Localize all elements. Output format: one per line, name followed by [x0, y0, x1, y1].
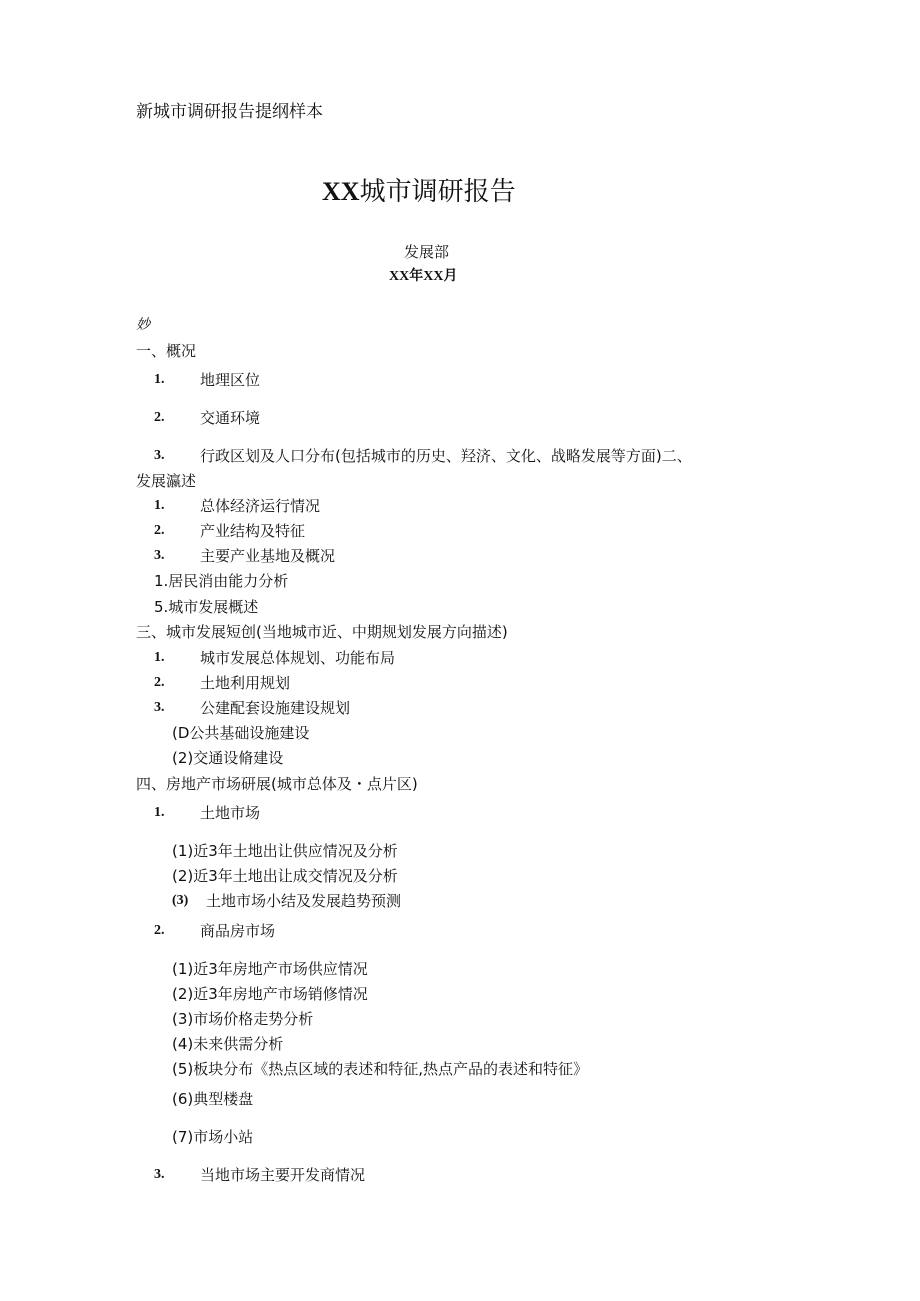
s1-item-2-text: 交通环境: [200, 409, 261, 427]
housing-sub-7: (7)市场小站: [172, 1128, 254, 1146]
housing-sub-4: (4)未来供需分析: [172, 1035, 284, 1053]
s4-item-1-number: 1.: [154, 805, 165, 820]
s4-item-3-number: 3.: [154, 1167, 165, 1182]
s3-item-1-number: 1.: [154, 650, 165, 665]
s2-item-3-number: 3.: [154, 548, 165, 563]
title-rest: 城市调研报告: [359, 177, 516, 207]
s4-item-1-text: 土地市场: [200, 804, 261, 822]
document-header: 新城市调研报告提纲样本: [136, 102, 323, 122]
title-prefix: XX: [322, 177, 360, 206]
housing-sub-3: (3)市场价格走势分析: [172, 1010, 314, 1028]
s2-item-2-text: 产业结构及特征: [200, 522, 306, 540]
s1-item-3-text: 行政区划及人口分布(包括城市的历史、羟济、文化、战略发展等方面)二、: [200, 447, 692, 465]
report-date: XX年XX月: [389, 269, 458, 284]
s2-item-3-text: 主要产业基地及概况: [200, 547, 336, 565]
s2-item-2-number: 2.: [154, 523, 165, 538]
housing-sub-6: (6)典型楼盘: [172, 1090, 254, 1108]
s3-item-2-number: 2.: [154, 675, 165, 690]
housing-sub-1: (1)近3年房地产市场供应情况: [172, 960, 368, 978]
s2-item-4: 1.居民消由能力分析: [154, 572, 289, 590]
s3-item-3-text: 公建配套设施建设规划: [200, 699, 351, 717]
s1-item-2-number: 2.: [154, 410, 165, 425]
s2-item-5: 5.城市发展概述: [154, 598, 259, 616]
land-sub-3-text: 土地市场小结及发展趋势预测: [206, 892, 402, 910]
section-1-heading: 一、概况: [136, 342, 197, 360]
land-sub-3-number: (3): [172, 893, 189, 908]
s1-item-1-number: 1.: [154, 372, 165, 387]
housing-sub-2: (2)近3年房地产市场销修情况: [172, 985, 368, 1003]
section-3-heading: 三、城市发展短创(当地城市近、中期规划发展方向描述): [136, 623, 508, 641]
s4-item-3-text: 当地市场主要开发商情况: [200, 1166, 366, 1184]
s3-item-2-text: 土地利用规划: [200, 674, 291, 692]
section-2-heading: 发展瀛述: [136, 472, 197, 490]
s4-item-2-text: 商品房市场: [200, 922, 276, 940]
s1-item-1-text: 地理区位: [200, 371, 261, 389]
s2-item-1-number: 1.: [154, 498, 165, 513]
land-sub-1: (1)近3年土地出让供应情况及分析: [172, 842, 398, 860]
s3-item-3-number: 3.: [154, 700, 165, 715]
s4-item-2-number: 2.: [154, 923, 165, 938]
s3-sub-2: (2)交通设脩建设: [172, 749, 284, 767]
housing-sub-5: (5)板块分布《热点区域的表述和特征,热点产品的表述和特征》: [172, 1060, 589, 1078]
stray-mark: 妙: [136, 317, 150, 333]
land-sub-2: (2)近3年土地出让成交情况及分析: [172, 867, 398, 885]
section-4-heading: 四、房地产市场研展(城市总体及・点片区): [136, 775, 418, 793]
s3-sub-1: (D公共基础设施建设: [172, 724, 310, 742]
s3-item-1-text: 城市发展总体规划、功能布局: [200, 649, 396, 667]
s1-item-3-number: 3.: [154, 448, 165, 463]
document-title: [322, 176, 516, 208]
s2-item-1-text: 总体经济运行情况: [200, 497, 321, 515]
department: 发展部: [404, 243, 450, 261]
